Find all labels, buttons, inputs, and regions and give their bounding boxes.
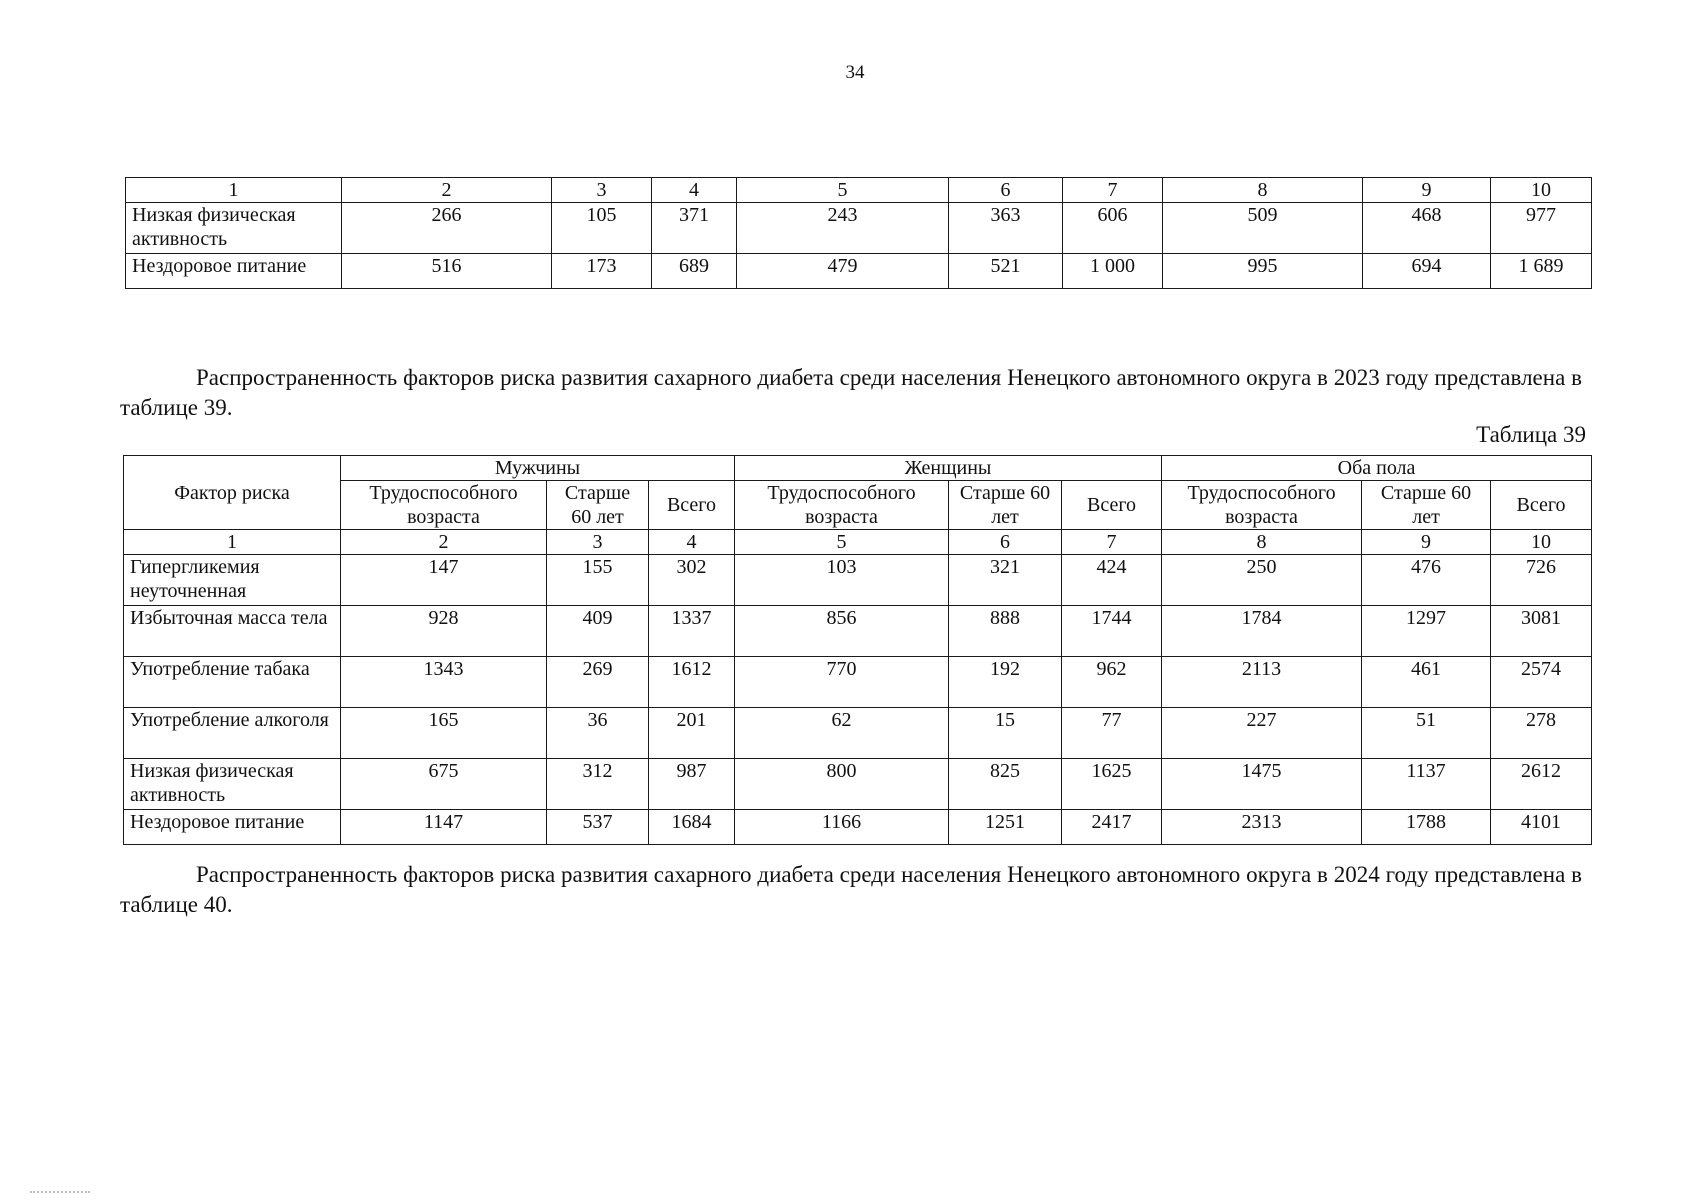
column-number: 9	[1363, 178, 1491, 203]
column-number: 2	[341, 530, 547, 555]
sub-header-working-age: Трудоспособного возраста	[341, 481, 547, 530]
row-label: Избыточная масса тела	[124, 606, 341, 657]
table-cell: 516	[342, 254, 552, 289]
table-cell: 105	[552, 203, 652, 254]
sub-header-total: Всего	[649, 481, 735, 530]
table-cell: 2313	[1162, 810, 1362, 845]
table-cell: 371	[652, 203, 737, 254]
row-label: Низкая физическая активность	[126, 203, 342, 254]
sub-header-row	[124, 481, 1592, 530]
column-number: 6	[949, 178, 1063, 203]
table-continuation	[125, 177, 1592, 289]
table-cell: 201	[649, 708, 735, 759]
table-cell: 1166	[735, 810, 949, 845]
table-cell: 77	[1062, 708, 1162, 759]
group-header-both: Оба пола	[1162, 456, 1592, 481]
group-header-row	[124, 456, 1592, 481]
table-cell: 409	[547, 606, 649, 657]
row-label: Употребление табака	[124, 657, 341, 708]
row-label: Нездоровое питание	[124, 810, 341, 845]
table-cell: 1137	[1362, 759, 1491, 810]
table-cell: 269	[547, 657, 649, 708]
column-number: 4	[649, 530, 735, 555]
table-cell: 825	[949, 759, 1062, 810]
column-number-row	[126, 178, 1592, 203]
column-number: 6	[949, 530, 1062, 555]
table-cell: 1684	[649, 810, 735, 845]
column-number: 5	[737, 178, 949, 203]
table-cell: 888	[949, 606, 1062, 657]
table-cell: 51	[1362, 708, 1491, 759]
sub-header-total: Всего	[1062, 481, 1162, 530]
row-label: Употребление алкоголя	[124, 708, 341, 759]
paragraph-intro-2023	[120, 363, 1582, 423]
table-cell: 468	[1363, 203, 1491, 254]
sub-header-over-60: Старше 60 лет	[547, 481, 649, 530]
table-cell: 15	[949, 708, 1062, 759]
scan-artifact	[30, 1191, 90, 1195]
table-cell: 962	[1062, 657, 1162, 708]
table-cell: 250	[1162, 555, 1362, 606]
table-cell: 321	[949, 555, 1062, 606]
row-label: Низкая физическая активность	[124, 759, 341, 810]
sub-header-working-age: Трудоспособного возраста	[735, 481, 949, 530]
table-caption: Таблица 39	[1476, 422, 1586, 447]
table-cell: 537	[547, 810, 649, 845]
table-cell: 606	[1063, 203, 1163, 254]
group-header-women: Женщины	[735, 456, 1162, 481]
table-cell: 694	[1363, 254, 1491, 289]
table-cell: 1612	[649, 657, 735, 708]
paragraph-text: Распространенность факторов риска развития сахарного диабета среди населения Ненецкого автономного округа в 2023 году представлена в таблице 39.	[120, 365, 1582, 420]
table-cell: 461	[1362, 657, 1491, 708]
table-cell: 1297	[1362, 606, 1491, 657]
table-row	[124, 606, 1592, 657]
sub-header-working-age: Трудоспособного возраста	[1162, 481, 1362, 530]
table-cell: 1 689	[1491, 254, 1592, 289]
table-cell: 227	[1162, 708, 1362, 759]
table-cell: 856	[735, 606, 949, 657]
sub-header-total: Всего	[1491, 481, 1592, 530]
column-number: 1	[124, 530, 341, 555]
table-cell: 689	[652, 254, 737, 289]
column-number: 9	[1362, 530, 1491, 555]
table-cell: 1788	[1362, 810, 1491, 845]
table-cell: 1475	[1162, 759, 1362, 810]
table-cell: 1343	[341, 657, 547, 708]
column-number: 8	[1163, 178, 1363, 203]
table-cell: 1337	[649, 606, 735, 657]
table-cell: 1147	[341, 810, 547, 845]
table-cell: 1251	[949, 810, 1062, 845]
table-cell: 726	[1491, 555, 1592, 606]
table-cell: 2574	[1491, 657, 1592, 708]
table-row	[124, 708, 1592, 759]
factor-header: Фактор риска	[124, 456, 341, 530]
column-number: 3	[547, 530, 649, 555]
table-cell: 363	[949, 203, 1063, 254]
table-cell: 2417	[1062, 810, 1162, 845]
column-number: 10	[1491, 530, 1592, 555]
column-number: 4	[652, 178, 737, 203]
table-cell: 2113	[1162, 657, 1362, 708]
table-row	[124, 810, 1592, 845]
table-cell: 1625	[1062, 759, 1162, 810]
table-cell: 266	[342, 203, 552, 254]
table-cell: 2612	[1491, 759, 1592, 810]
table-cell: 3081	[1491, 606, 1592, 657]
table-cell: 675	[341, 759, 547, 810]
column-number: 3	[552, 178, 652, 203]
sub-header-over-60: Старше 60 лет	[949, 481, 1062, 530]
paragraph-intro-2024	[120, 860, 1582, 920]
table-cell: 987	[649, 759, 735, 810]
table-cell: 312	[547, 759, 649, 810]
table-cell: 62	[735, 708, 949, 759]
table-cell: 165	[341, 708, 547, 759]
table-row	[124, 759, 1592, 810]
table-cell: 147	[341, 555, 547, 606]
column-number: 1	[126, 178, 342, 203]
table-row	[126, 254, 1592, 289]
group-header-men: Мужчины	[341, 456, 735, 481]
table-cell: 928	[341, 606, 547, 657]
row-label: Гипергликемия неуточненная	[124, 555, 341, 606]
table-row	[124, 657, 1592, 708]
table-cell: 278	[1491, 708, 1592, 759]
paragraph-text: Распространенность факторов риска развития сахарного диабета среди населения Ненецкого автономного округа в 2024 году представлена в таблице 40.	[120, 862, 1582, 917]
table-cell: 192	[949, 657, 1062, 708]
column-number: 8	[1162, 530, 1362, 555]
table-row	[126, 203, 1592, 254]
table-cell: 977	[1491, 203, 1592, 254]
table-39	[123, 455, 1592, 845]
table-row	[124, 555, 1592, 606]
page-number: 34	[845, 62, 865, 83]
table-cell: 36	[547, 708, 649, 759]
column-number: 7	[1062, 530, 1162, 555]
table-header	[124, 456, 1592, 530]
table-continuation-body	[126, 178, 1592, 289]
table-cell: 800	[735, 759, 949, 810]
table-cell: 103	[735, 555, 949, 606]
table-cell: 243	[737, 203, 949, 254]
table-cell: 509	[1163, 203, 1363, 254]
table-cell: 1744	[1062, 606, 1162, 657]
column-number: 5	[735, 530, 949, 555]
table-39-body	[124, 530, 1592, 845]
table-cell: 302	[649, 555, 735, 606]
table-cell: 1784	[1162, 606, 1362, 657]
table-cell: 424	[1062, 555, 1162, 606]
table-cell: 479	[737, 254, 949, 289]
table-cell: 173	[552, 254, 652, 289]
row-label: Нездоровое питание	[126, 254, 342, 289]
sub-header-over-60: Старше 60 лет	[1362, 481, 1491, 530]
table-cell: 521	[949, 254, 1063, 289]
table-cell: 770	[735, 657, 949, 708]
table-cell: 1 000	[1063, 254, 1163, 289]
column-number: 2	[342, 178, 552, 203]
table-cell: 476	[1362, 555, 1491, 606]
table-cell: 995	[1163, 254, 1363, 289]
table-cell: 155	[547, 555, 649, 606]
column-number: 10	[1491, 178, 1592, 203]
column-number: 7	[1063, 178, 1163, 203]
column-number-row	[124, 530, 1592, 555]
table-cell: 4101	[1491, 810, 1592, 845]
